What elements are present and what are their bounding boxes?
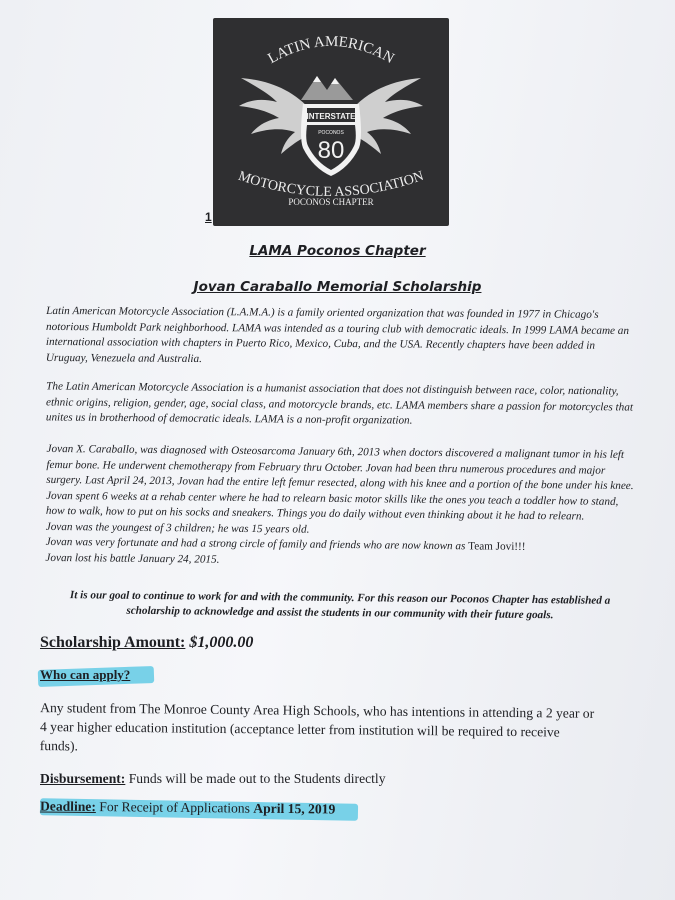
who-can-apply-label: Who can apply? bbox=[40, 667, 131, 682]
jovan-story bbox=[45, 442, 636, 572]
scholarship-amount-label: Scholarship Amount: bbox=[40, 634, 186, 651]
deadline-date: April 15, 2019 bbox=[253, 800, 336, 817]
logo-chapter-text: POCONOS CHAPTER bbox=[288, 197, 374, 207]
deadline-text: For Receipt of Applications bbox=[99, 799, 251, 816]
scholarship-amount bbox=[40, 634, 253, 652]
team-jovi-prefix: Jovan was very fortunate and had a strong circle of family and friends who are now known as bbox=[45, 535, 469, 553]
mountains-icon bbox=[301, 76, 353, 100]
disbursement bbox=[40, 771, 386, 787]
goal-statement: It is our goal to continue to work for and with the community. For this reason our Poconos Chapter has established a scholarship to acknowledge and assist the students in our community with their future goals. bbox=[69, 589, 611, 622]
lama-logo bbox=[213, 18, 449, 226]
logo-bottom-text: MOTORCYCLE ASSOCIATION bbox=[236, 168, 426, 201]
svg-text:INTERSTATE: INTERSTATE bbox=[306, 112, 356, 121]
disbursement-label: Disbursement: bbox=[40, 771, 126, 786]
deadline-label: Deadline: bbox=[39, 798, 96, 815]
intro-paragraph: Latin American Motorcycle Association (L.A.M.A.) is a family oriented organization that was founded in 1977 in Chicago's notorious Humboldt Park neighborhood. LAMA was intended as a touring club with democratic ideals. In 1999 LAMA became an international association with chapters in Puerto Rico, Mexico, Cuba, and the USA. Recently chapters have been added in Uruguay, Venezuela and Australia. bbox=[45, 304, 630, 365]
svg-text:POCONOS: POCONOS bbox=[318, 130, 344, 136]
interstate-shield-icon bbox=[301, 104, 361, 176]
eligibility-text: Any student from The Monroe County Area High Schools, who has intentions in attending a 2 year or 4 year higher education institution (acceptance letter from institution will be required to receive funds). bbox=[39, 700, 595, 754]
logo-top-text: LATIN AMERICAN bbox=[265, 33, 397, 68]
team-jovi-name: Team Jovi!!! bbox=[468, 540, 526, 553]
scholarship-amount-value: $1,000.00 bbox=[189, 634, 254, 651]
page-number: 1 bbox=[205, 210, 212, 224]
jovan-passing-text: Jovan lost his battle January 24, 2015. bbox=[45, 551, 220, 566]
scholarship-heading: Jovan Caraballo Memorial Scholarship bbox=[193, 279, 482, 295]
chapter-heading: LAMA Poconos Chapter bbox=[249, 243, 426, 259]
jovan-story-text: Jovan X. Caraballo, was diagnosed with Osteosarcoma January 6th, 2013 when doctors discovered a malignant tumor in his left femur bone. He underwent chemotherapy from February thru October. Jovan had been thru numerous procedures and major surgery. Last April 24, 2013, Jovan had the entire left femur resected, along with his knee and a portion of the bone under his knee. Jovan spent 6 weeks at a rehab center where he had to relearn basic motor skills like the ones you teach a toddler how to stand, how to walk, how to put on his socks and sneakers. Things you do daily without even thinking about it he had to relearn. bbox=[45, 442, 634, 523]
disbursement-text: Funds will be made out to the Students directly bbox=[128, 771, 386, 786]
deadline bbox=[40, 798, 335, 817]
jovan-age-text: Jovan was the youngest of 3 children; he was 15 years old. bbox=[45, 520, 310, 536]
svg-text:80: 80 bbox=[317, 137, 345, 164]
mission-paragraph: The Latin American Motorcycle Association is a humanist association that does not distinguish between race, color, nationality, ethnic origins, religion, gender, age, social class, and motorcycle brands, etc. LAMA members share a passion for motorcycles that unites us in brotherhood of democratic ideals. LAMA is a non-profit organization. bbox=[45, 380, 634, 427]
